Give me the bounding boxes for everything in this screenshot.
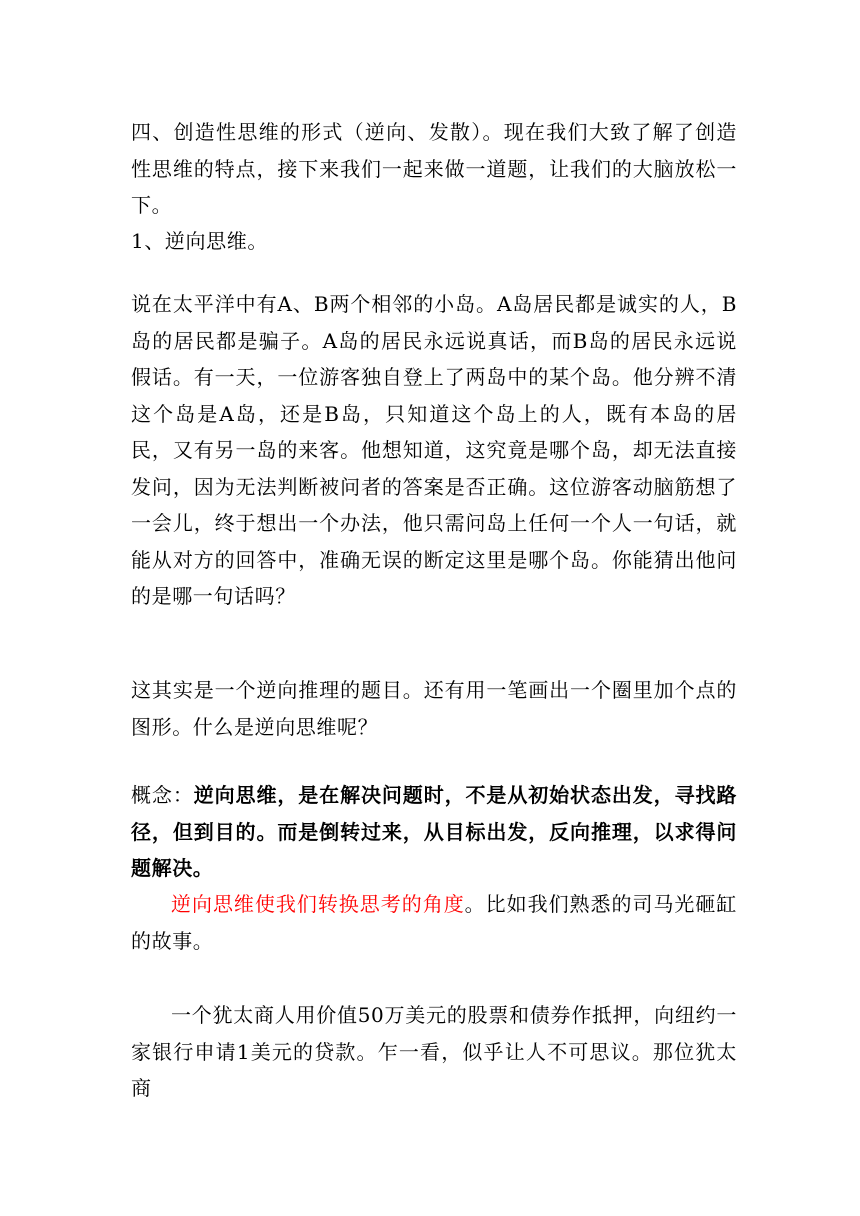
subheading-reverse-thinking: 1、逆向思维。: [131, 229, 268, 253]
concept-definition: 逆向思维，是在解决问题时，不是从初始状态出发，寻找路径，但到目的。而是倒转过来，从目标出发，反向推理，以求得问题解决。: [131, 783, 737, 880]
perspective-paragraph: [131, 886, 737, 959]
reverse-reasoning-note: 这其实是一个逆向推理的题目。还有用一笔画出一个圈里加个点的图形。什么是逆向思维呢？: [131, 678, 737, 739]
red-highlight-text: 逆向思维使我们转换思考的角度: [171, 892, 465, 916]
sima-guang-example: 。比如我们熟悉的司马光砸缸的故事。: [131, 892, 737, 953]
merchant-story-paragraph: 一个犹太商人用价值50万美元的股票和债券作抵押，向纽约一家银行申请1美元的贷款。乍一看，似乎让人不可思议。那位犹太商: [131, 1003, 737, 1100]
concept-paragraph: [131, 777, 737, 887]
section-heading-paragraph: 四、创造性思维的形式（逆向、发散）。现在我们大致了解了创造性思维的特点，接下来我们一起来做一道题，让我们的大脑放松一下。: [131, 120, 737, 217]
concept-label: 概念：: [131, 783, 194, 807]
island-puzzle-paragraph: 说在太平洋中有A、B两个相邻的小岛。A岛居民都是诚实的人，B岛的居民都是骗子。A岛的居民永远说真话，而B岛的居民永远说假话。有一天，一位游客独自登上了两岛中的某个岛。他分辨不清这个岛是A岛，还是B岛，只知道这个岛上的人，既有本岛的居民，又有另一岛的来客。他想知道，这究竟是哪个岛，却无法直接发问，因为无法判断被问者的答案是否正确。这位游客动脑筋想了一会儿，终于想出一个办法，他只需问岛上任何一个人一句话，就能从对方的回答中，准确无误的断定这里是哪个岛。你能猜出他问的是哪一句话吗？: [131, 292, 737, 608]
